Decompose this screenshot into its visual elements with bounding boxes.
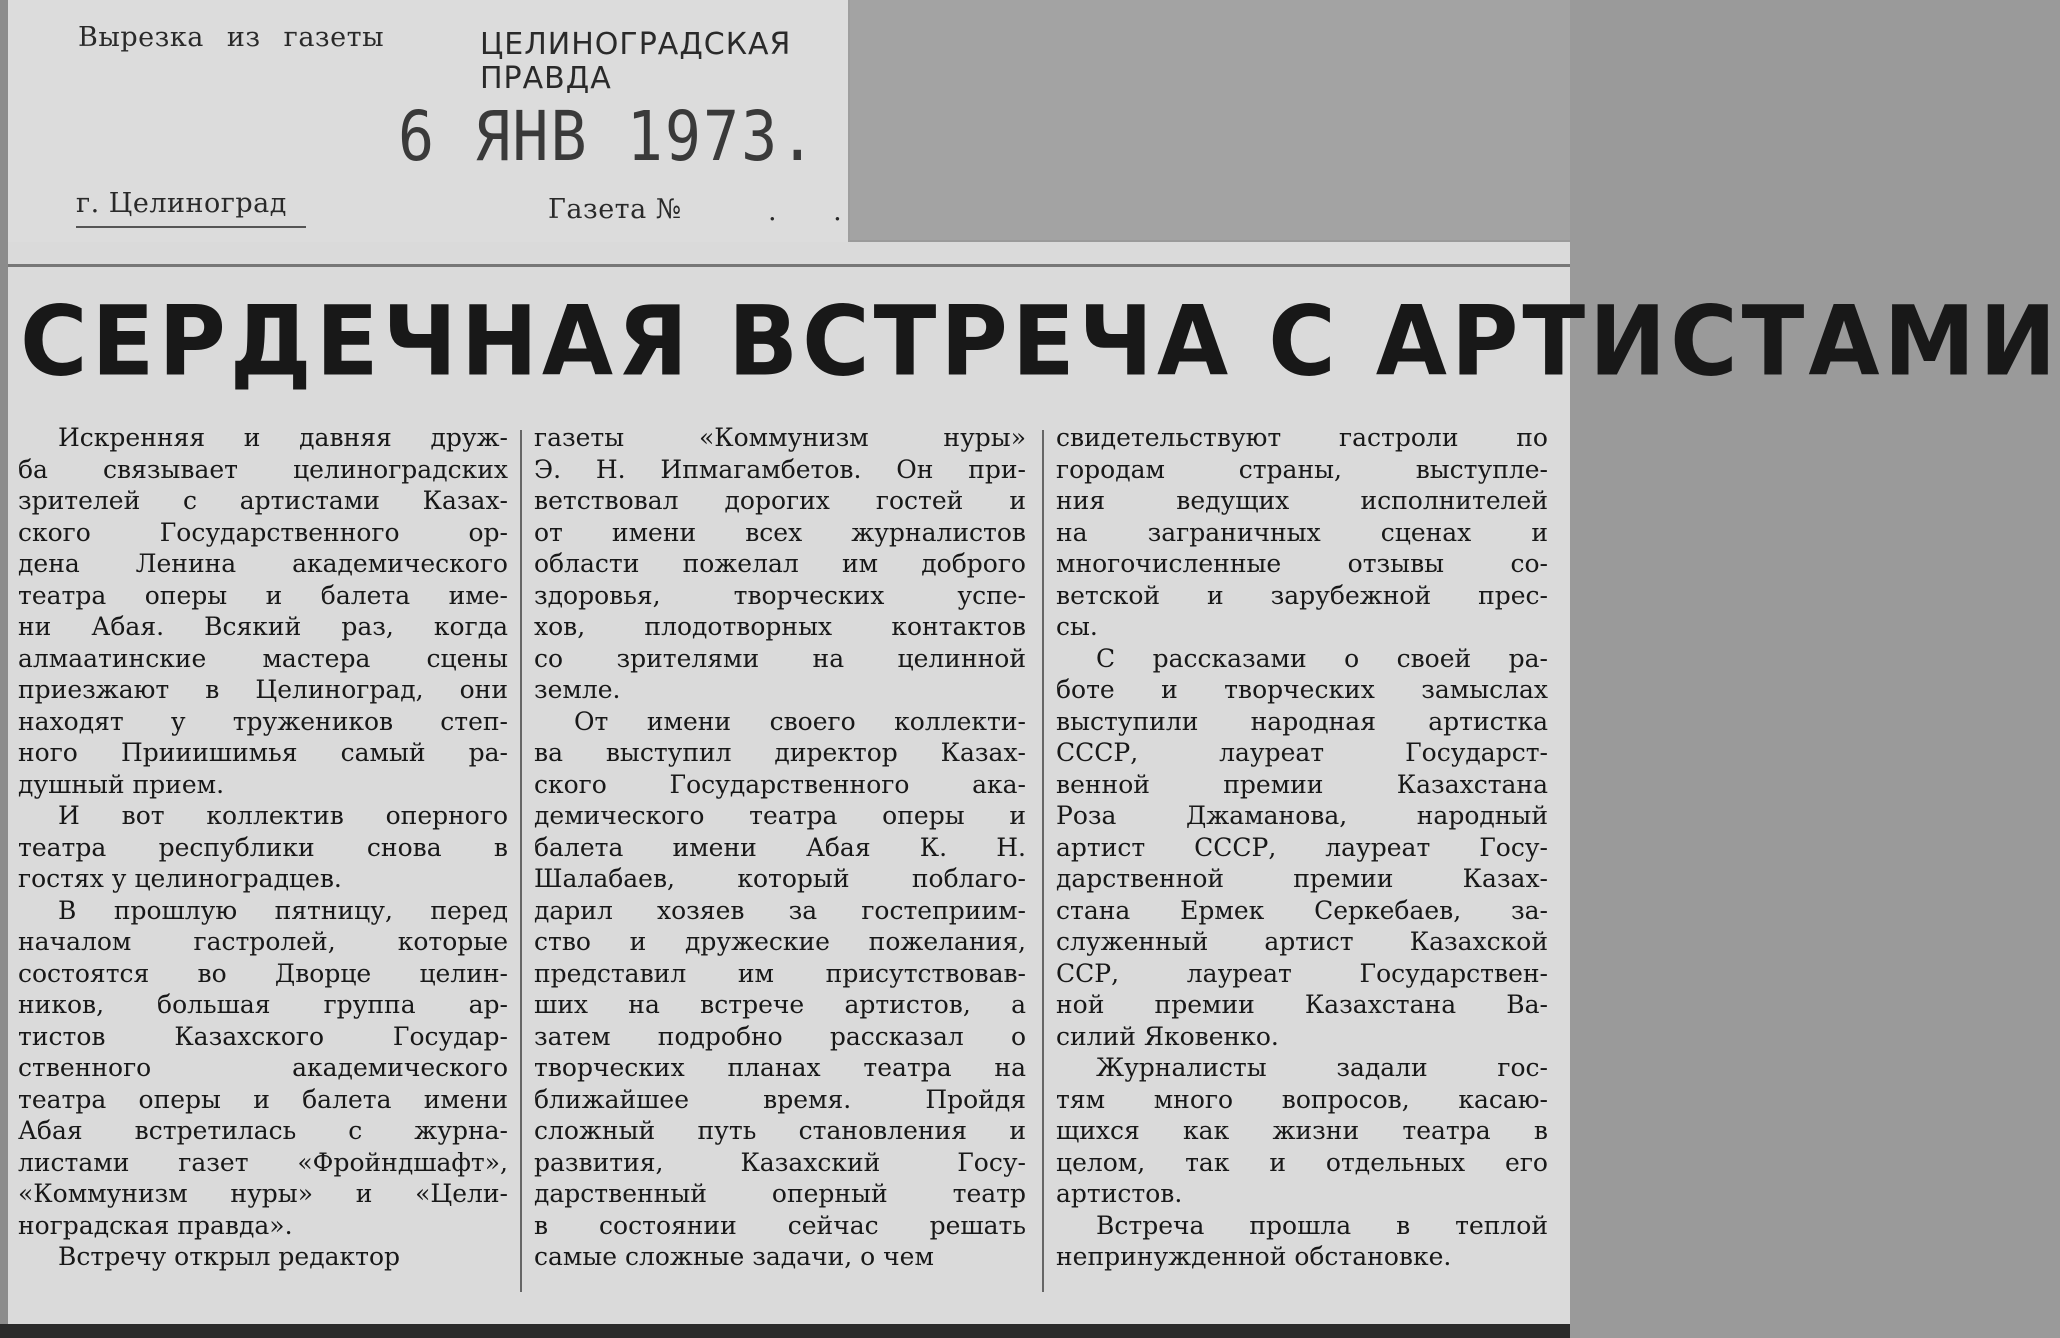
clipping-bottom-edge (0, 1324, 1570, 1338)
newspaper-name-line-2: ПРАВДА (480, 61, 612, 96)
article-text-line: многочисленные отзывы со- (1056, 549, 1548, 578)
article-column-3 (1056, 422, 1548, 1302)
article-text-line: ва выступил директор Казах- (534, 738, 1026, 767)
cutout-label: Вырезка из газеты (78, 22, 385, 53)
article-text-line: силий Яковенко. (1056, 1021, 1279, 1051)
article-text-line: ников, большая группа ар- (18, 990, 508, 1019)
article-text-line: дарственной премии Казах- (1056, 864, 1548, 893)
article-text-line: С рассказами о своей ра- (1096, 643, 1548, 673)
article-text-line: театра оперы и балета имени (18, 1084, 508, 1114)
article-text-line: самые сложные задачи, о чем (534, 1242, 934, 1271)
article-text-line: Абая встретилась с журна- (18, 1116, 508, 1145)
column-divider (520, 430, 522, 1292)
article-text-line: здоровья, творческих успе- (534, 580, 1026, 610)
article-text-line: театра оперы и балета име- (18, 580, 508, 610)
article-text-line: от имени всех журналистов (534, 517, 1026, 547)
article-text-line: балета имени Абая К. Н. (534, 832, 1026, 862)
article-text-line: Роза Джаманова, народный (1056, 801, 1548, 830)
article-text-line: целом, так и отдельных его (1056, 1147, 1548, 1177)
background-area (848, 0, 1570, 240)
article-text-line: ского Государственного ака- (534, 769, 1026, 799)
article-text-line: выступили народная артистка (1056, 706, 1548, 736)
article-text-line: ния ведущих исполнителей (1056, 486, 1548, 515)
article-text-line: венной премии Казахстана (1056, 769, 1548, 799)
article-text-line: душный прием. (18, 769, 225, 799)
article-text-line: ба связывает целиноградских (18, 454, 508, 484)
article-text-line: театра республики снова в (18, 832, 508, 862)
article-text-line: городам страны, выступле- (1056, 454, 1548, 484)
article-text-line: Искренняя и давняя друж- (58, 423, 508, 452)
article-text-line: щихся как жизни театра в (1056, 1116, 1548, 1145)
article-text-line: земле. (534, 675, 621, 704)
article-text-line: Встречу открыл редактор (58, 1242, 401, 1271)
article-text-line: ственного академического (18, 1053, 508, 1082)
article-column-1 (18, 422, 508, 1302)
article-text-line: ветствовал дорогих гостей и (534, 486, 1026, 515)
article-text-line: Шалабаев, который поблаго- (534, 864, 1026, 893)
date-stamp: 6 ЯНВ 1973. (398, 96, 818, 178)
article-text-line: тям много вопросов, касаю- (1056, 1084, 1548, 1114)
article-text-line: артистов. (1056, 1179, 1183, 1208)
article-text-line: служенный артист Казахской (1056, 927, 1548, 956)
column-divider (1042, 430, 1044, 1292)
clipping-label-slip (8, 0, 866, 242)
article-text-line: развития, Казахский Госу- (534, 1147, 1026, 1177)
article-text-line: В прошлую пятницу, перед (58, 895, 508, 925)
article-text-line: От имени своего коллекти- (574, 706, 1026, 736)
article-text-line: алмаатинские мастера сцены (18, 643, 508, 673)
article-text-line: находят у тружеников степ- (18, 706, 508, 736)
article-text-line: ноградская правда». (18, 1210, 293, 1240)
article-text-line: непринужденной обстановке. (1056, 1242, 1452, 1271)
article-text-line: И вот коллектив оперного (58, 801, 508, 830)
article-text-line: ближайшее время. Пройдя (534, 1084, 1026, 1114)
article-headline: СЕРДЕЧНАЯ ВСТРЕЧА С АРТИСТАМИ (20, 285, 2060, 398)
city-underline (76, 226, 306, 228)
article-text-line: хов, плодотворных контактов (534, 612, 1026, 641)
article-text-line: демического театра оперы и (534, 801, 1026, 830)
article-text-line: области пожелал им доброго (534, 549, 1026, 578)
article-text-line: Э. Н. Ипмагамбетов. Он при- (534, 454, 1026, 484)
article-text-line: ной премии Казахстана Ва- (1056, 990, 1548, 1019)
article-text-line: началом гастролей, которые (18, 927, 508, 956)
article-text-line: ство и дружеские пожелания, (534, 927, 1026, 956)
article-text-line: ского Государственного ор- (18, 517, 508, 547)
article-text-line: на заграничных сценах и (1056, 517, 1548, 547)
article-text-line: ни Абая. Всякий раз, когда (18, 612, 508, 641)
article-text-line: сы. (1056, 612, 1098, 641)
article-text-line: СССР, лауреат Государст- (1056, 738, 1548, 767)
article-text-line: листами газет «Фройндшафт», (18, 1147, 508, 1177)
article-text-line: дарственный оперный театр (534, 1179, 1026, 1208)
article-text-line: гостях у целиноградцев. (18, 864, 342, 893)
article-text-line: ших на встрече артистов, а (534, 990, 1026, 1019)
background-edge (0, 0, 8, 1338)
article-text-line: представил им присутствовав- (534, 958, 1026, 988)
article-text-line: зрителей с артистами Казах- (18, 486, 508, 515)
article-text-line: тистов Казахского Государ- (18, 1021, 508, 1051)
article-text-line: «Коммунизм нуры» и «Цели- (18, 1179, 508, 1208)
article-text-line: со зрителями на целинной (534, 643, 1026, 673)
article-text-line: затем подробно рассказал о (534, 1021, 1026, 1051)
article-text-line: Журналисты задали гос- (1096, 1053, 1548, 1082)
article-text-line: свидетельствуют гастроли по (1056, 423, 1548, 452)
article-text-line: ССР, лауреат Государствен- (1056, 958, 1548, 988)
article-text-line: дарил хозяев за гостеприим- (534, 895, 1026, 925)
article-text-line: дена Ленина академического (18, 549, 508, 578)
gazeta-number-label: Газета № (548, 194, 682, 225)
article-text-line: сложный путь становления и (534, 1116, 1026, 1145)
newspaper-clipping (8, 242, 2060, 1324)
article-text-line: творческих планах театра на (534, 1053, 1026, 1082)
article-column-2 (534, 422, 1026, 1302)
article-text-line: газеты «Коммунизм нуры» (534, 423, 1026, 452)
article-text-line: боте и творческих замыслах (1056, 675, 1548, 704)
article-text-line: ветской и зарубежной прес- (1056, 580, 1548, 610)
article-text-line: Встреча прошла в теплой (1096, 1210, 1548, 1240)
newspaper-name (480, 28, 791, 96)
article-text-line: стана Ермек Серкебаев, за- (1056, 895, 1548, 925)
article-text-line: ного Прииишимья самый ра- (18, 738, 508, 767)
newspaper-name-line-1: ЦЕЛИНОГРАДСКАЯ (480, 27, 792, 62)
article-text-line: состоятся во Дворце целин- (18, 958, 508, 988)
city-label: г. Целиноград (76, 188, 287, 219)
article-text-line: приезжают в Целиноград, они (18, 675, 508, 704)
gazeta-number-dots: . . (768, 196, 866, 227)
article-text-line: в состоянии сейчас решать (534, 1210, 1026, 1240)
article-text-line: артист СССР, лауреат Госу- (1056, 832, 1548, 862)
